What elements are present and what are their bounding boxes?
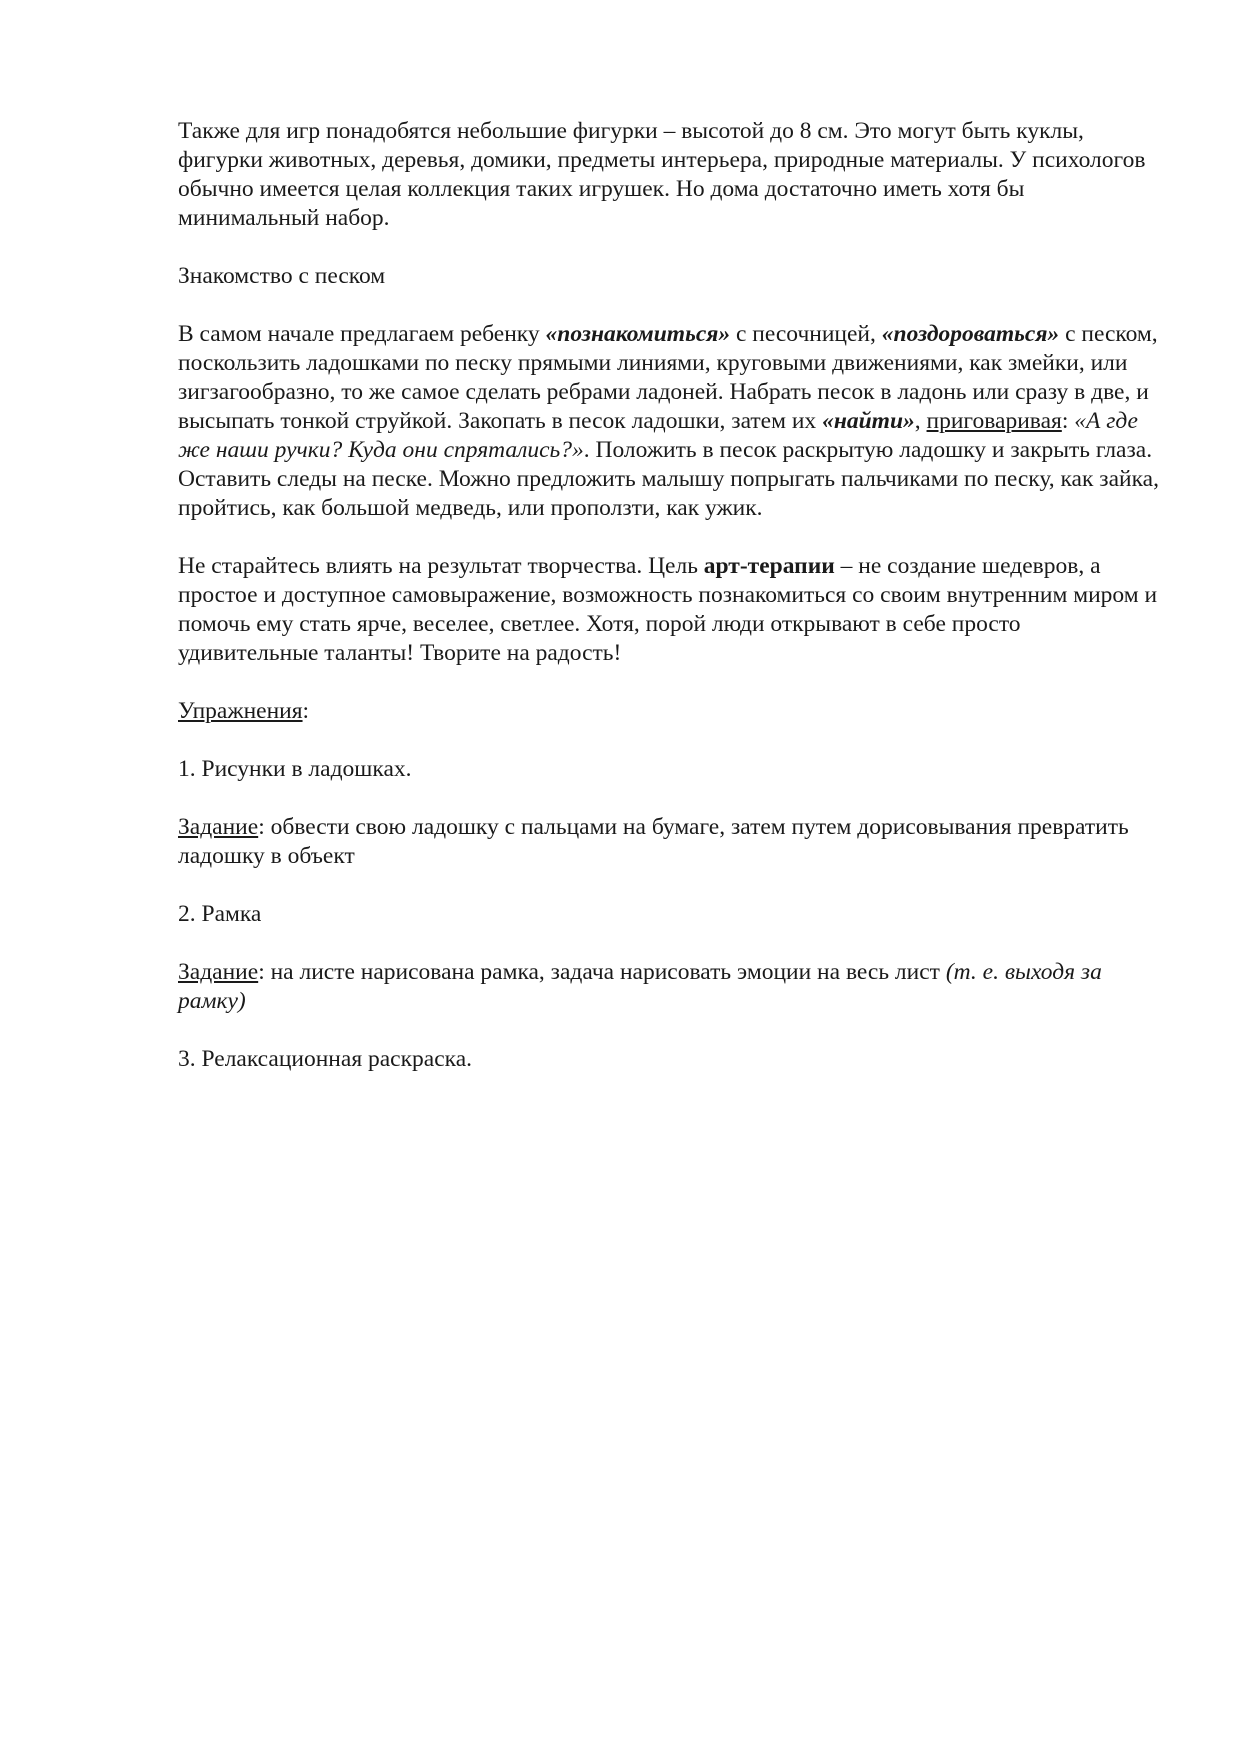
text-run: : <box>302 698 310 724</box>
task-label: Задание <box>178 959 259 985</box>
paragraph-figurines: Также для игр понадобятся небольшие фигурки – высотой до 8 см. Это могут быть куклы, фигурки животных, деревья, домики, предметы интерьера, природные материалы. У психологов обычно имеется целая коллекция таких игрушек. Но дома достаточно иметь хотя бы минимальный набор. <box>178 118 1146 231</box>
text-run: Не старайтесь влиять на результат творчества. Цель <box>178 553 704 579</box>
paragraph-art-therapy <box>178 552 1160 668</box>
heading-sand-introduction: Знакомство с песком <box>178 263 386 289</box>
emphasis-find: «найти» <box>822 408 915 434</box>
underlined-saying: приговаривая <box>926 408 1062 434</box>
text-run: , <box>914 408 927 434</box>
emphasis-get-acquainted: «познакомиться» <box>545 321 731 347</box>
exercises-heading <box>178 697 1160 726</box>
exercises-label: Упражнения <box>178 698 303 724</box>
text-run: : <box>1061 408 1075 434</box>
task-text: : на листе нарисована рамка, задача нарисовать эмоции на весь лист <box>258 959 946 985</box>
document-body <box>178 117 1160 1103</box>
paragraph-sand-introduction <box>178 320 1160 523</box>
text-run: с песочницей, <box>730 321 882 347</box>
task-text: : обвести свою ладошку с пальцами на бумаге, затем путем дорисовывания превратить ладошку в объект <box>178 814 1129 869</box>
quote-where-are-hands: «А где же наши ручки? Куда они спрятались?» <box>178 408 1138 463</box>
exercise-2-title: 2. Рамка <box>178 901 262 927</box>
exercise-1-title: 1. Рисунки в ладошках. <box>178 756 412 782</box>
text-run: В самом начале предлагаем ребенку <box>178 321 546 347</box>
emphasis-say-hello: «поздороваться» <box>881 321 1060 347</box>
text-run: с песком, поскользить ладошками по песку прямыми линиями, круговыми движениями, как змейки, или зигзагообразно, то же самое сделать ребрами ладоней. Набрать песок в ладонь или сразу в две, и высыпать тонкой струйкой. Закопать в песок ладошки, затем их <box>178 321 1158 434</box>
exercise-2-task <box>178 958 1160 1016</box>
text-run: . Положить в песок раскрытую ладошку и закрыть глаза. Оставить следы на песке. Можно предложить малышу попрыгать пальчиками по песку, как зайка, пройтись, как большой медведь, или проползти, как ужик. <box>178 437 1159 521</box>
task-note: (т. е. выходя за рамку) <box>178 959 1102 1014</box>
bold-art-therapy: арт-терапии <box>703 553 835 579</box>
exercise-1-task <box>178 813 1160 871</box>
task-label: Задание <box>178 814 259 840</box>
text-run: – не создание шедевров, а простое и доступное самовыражение, возможность познакомиться со своим внутренним миром и помочь ему стать ярче, веселее, светлее. Хотя, порой люди открывают в себе просто удивительные таланты! Творите на радость! <box>178 553 1158 666</box>
exercise-3-title: 3. Релаксационная раскраска. <box>178 1046 473 1072</box>
